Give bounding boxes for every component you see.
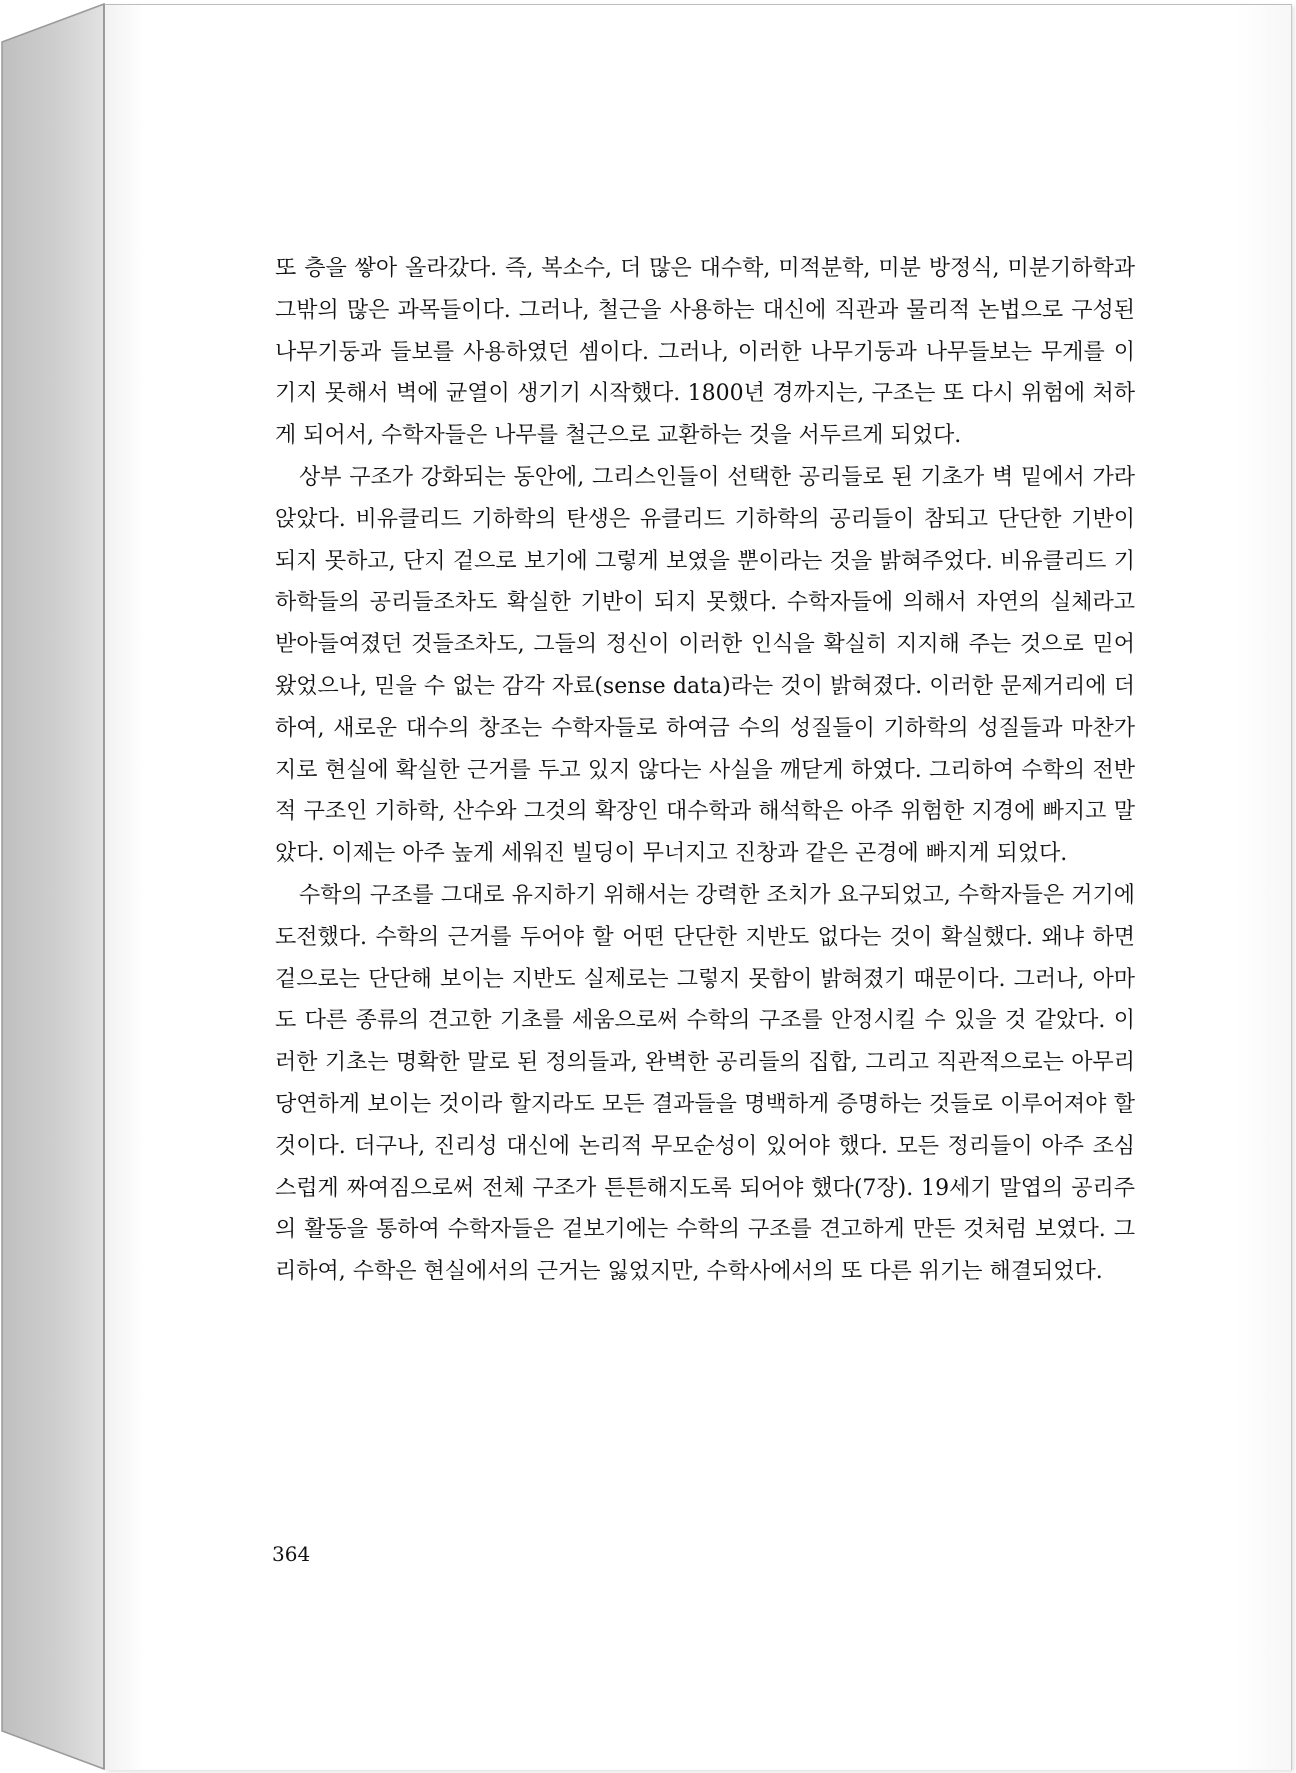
book-page: [105, 4, 1292, 1770]
page-number: 364: [272, 1542, 311, 1566]
spine-face: [2, 4, 104, 1769]
paragraph: 수학의 구조를 그대로 유지하기 위해서는 강력한 조치가 요구되었고, 수학자들은 거기에 도전했다. 수학의 근거를 두어야 할 어떤 단단한 지반도 없다는 것이 확실했다. 왜냐 하면 겉으로는 단단해 보이는 지반도 실제로는 그렇지 못함이 밝혀졌기 때문이다. 그러나, 아마도 다른 종류의 견고한 기초를 세움으로써 수학의 구조를 안정시킬 수 있을 것 같았다. 이러한 기초는 명확한 말로 된 정의들과, 완벽한 공리들의 집합, 그리고 직관적으로는 아무리 당연하게 보이는 것이라 할지라도 모든 결과들을 명백하게 증명하는 것들로 이루어져야 할 것이다. 더구나, 진리성 대신에 논리적 무모순성이 있어야 했다. 모든 정리들이 아주 조심스럽게 짜여짐으로써 전체 구조가 튼튼해지도록 되어야 했다(7장). 19세기 말엽의 공리주의 활동을 통하여 수학자들은 겉보기에는 수학의 구조를 견고하게 만든 것처럼 보였다. 그리하여, 수학은 현실에서의 근거는 잃었지만, 수학사에서의 또 다른 위기는 해결되었다.: [275, 882, 1135, 1285]
page-body: [275, 248, 1135, 1293]
paragraph: 상부 구조가 강화되는 동안에, 그리스인들이 선택한 공리들로 된 기초가 벽 밑에서 가라앉았다. 비유클리드 기하학의 탄생은 유클리드 기하학의 공리들이 참되고 단단한 기반이 되지 못하고, 단지 겉으로 보기에 그렇게 보였을 뿐이라는 것을 밝혀주었다. 비유클리드 기하학들의 공리들조차도 확실한 기반이 되지 못했다. 수학자들에 의해서 자연의 실체라고 받아들여졌던 것들조차도, 그들의 정신이 이러한 인식을 확실히 지지해 주는 것으로 믿어 왔었으나, 믿을 수 없는 감각 자료(sense data)라는 것이 밝혀졌다. 이러한 문제거리에 더하여, 새로운 대수의 창조는 수학자들로 하여금 수의 성질들이 기하학의 성질들과 마찬가지로 현실에 확실한 근거를 두고 있지 않다는 사실을 깨닫게 하였다. 그리하여 수학의 전반적 구조인 기하학, 산수와 그것의 확장인 대수학과 해석학은 아주 위험한 지경에 빠지고 말았다. 이제는 아주 높게 세워진 빌딩이 무너지고 진창과 같은 곤경에 빠지게 되었다.: [275, 464, 1135, 867]
paragraph: 또 층을 쌓아 올라갔다. 즉, 복소수, 더 많은 대수학, 미적분학, 미분 방정식, 미분기하학과 그밖의 많은 과목들이다. 그러나, 철근을 사용하는 대신에 직관과 물리적 논법으로 구성된 나무기둥과 들보를 사용하였던 셈이다. 그러나, 이러한 나무기둥과 나무들보는 무게를 이기지 못해서 벽에 균열이 생기기 시작했다. 1800년 경까지는, 구조는 또 다시 위험에 처하게 되어서, 수학자들은 나무를 철근으로 교환하는 것을 서두르게 되었다.: [275, 256, 1135, 449]
